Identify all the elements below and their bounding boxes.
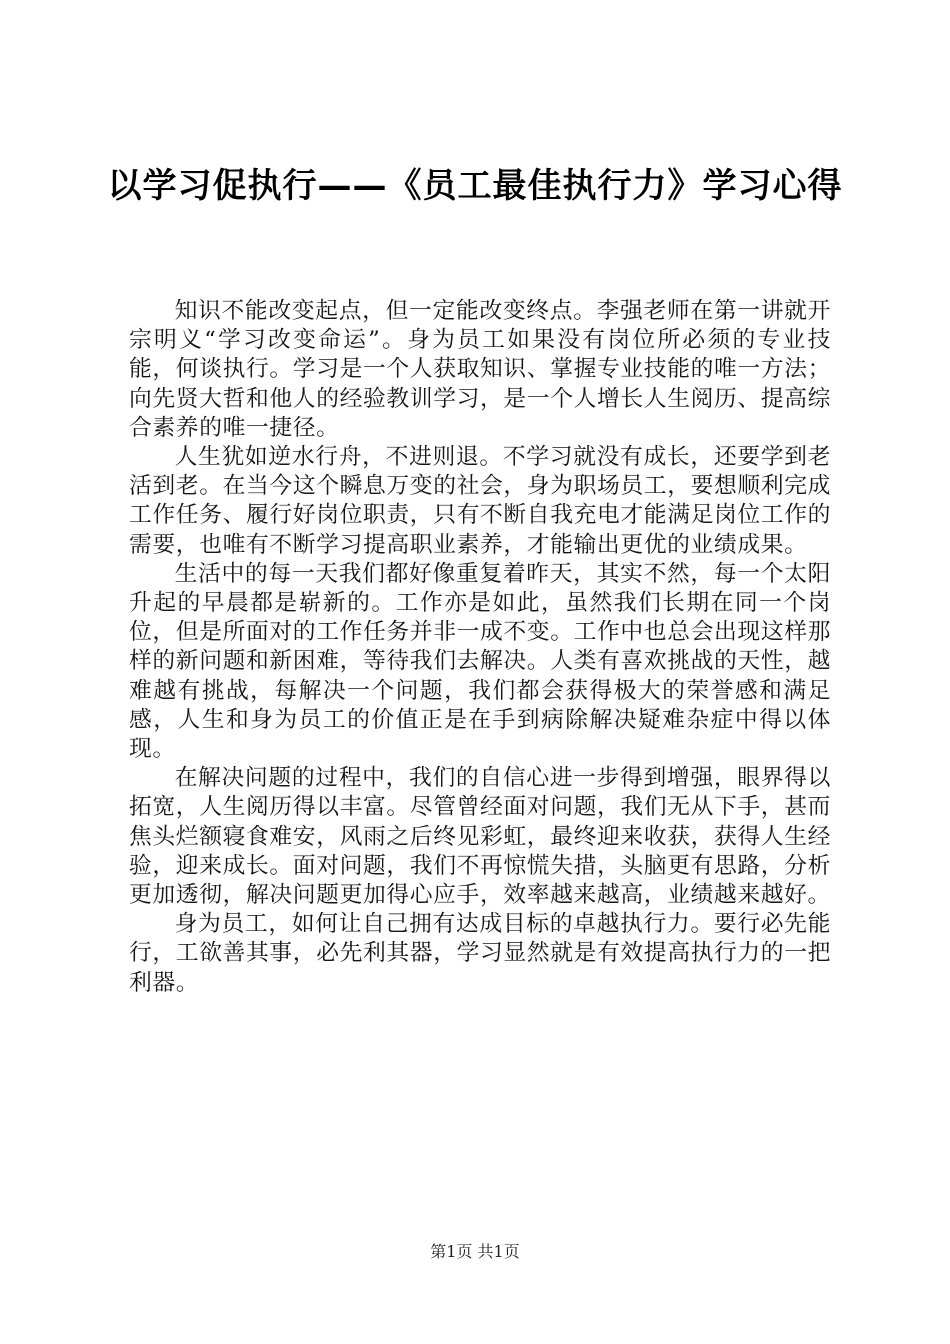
paragraph-2: 人生犹如逆水行舟，不进则退。不学习就没有成长，还要学到老活到老。在当今这个瞬息万变的社会，身为职场员工，要想顺利完成工作任务、履行好岗位职责，只有不断自我充电才能满足岗位工作的需要，也唯有不断学习提高职业素养，才能输出更优的业绩成果。 <box>129 444 831 558</box>
document-body <box>129 297 831 998</box>
page-number-footer: 第1页 共1页 <box>430 1242 520 1261</box>
paragraph-4: 在解决问题的过程中，我们的自信心进一步得到增强，眼界得以拓宽，人生阅历得以丰富。尽管曾经面对问题，我们无从下手，甚而焦头烂额寝食难安，风雨之后终见彩虹，最终迎来收获，获得人生经验，迎来成长。面对问题，我们不再惊慌失措，头脑更有思路，分析更加透彻，解决问题更加得心应手，效率越来越高，业绩越来越好。 <box>129 765 831 909</box>
paragraph-1: 知识不能改变起点，但一定能改变终点。李强老师在第一讲就开宗明义“学习改变命运”。身为员工如果没有岗位所必须的专业技能，何谈执行。学习是一个人获取知识、掌握专业技能的唯一方法；向先贤大哲和他人的经验教训学习，是一个人增长人生阅历、提高综合素养的唯一捷径。 <box>129 298 831 441</box>
paragraph-3: 生活中的每一天我们都好像重复着昨天，其实不然，每一个太阳升起的早晨都是崭新的。工作亦是如此，虽然我们长期在同一个岗位，但是所面对的工作任务并非一成不变。工作中也总会出现这样那样的新问题和新困难，等待我们去解决。人类有喜欢挑战的天性，越难越有挑战，每解决一个问题，我们都会获得极大的荣誉感和满足感，人生和身为员工的价值正是在手到病除解决疑难杂症中得以体现。 <box>129 560 831 763</box>
document-title: 以学习促执行——《员工最佳执行力》学习心得 <box>107 166 843 206</box>
paragraph-5: 身为员工，如何让自己拥有达成目标的卓越执行力。要行必先能行，工欲善其事，必先利其器，学习显然就是有效提高执行力的一把利器。 <box>129 911 831 996</box>
